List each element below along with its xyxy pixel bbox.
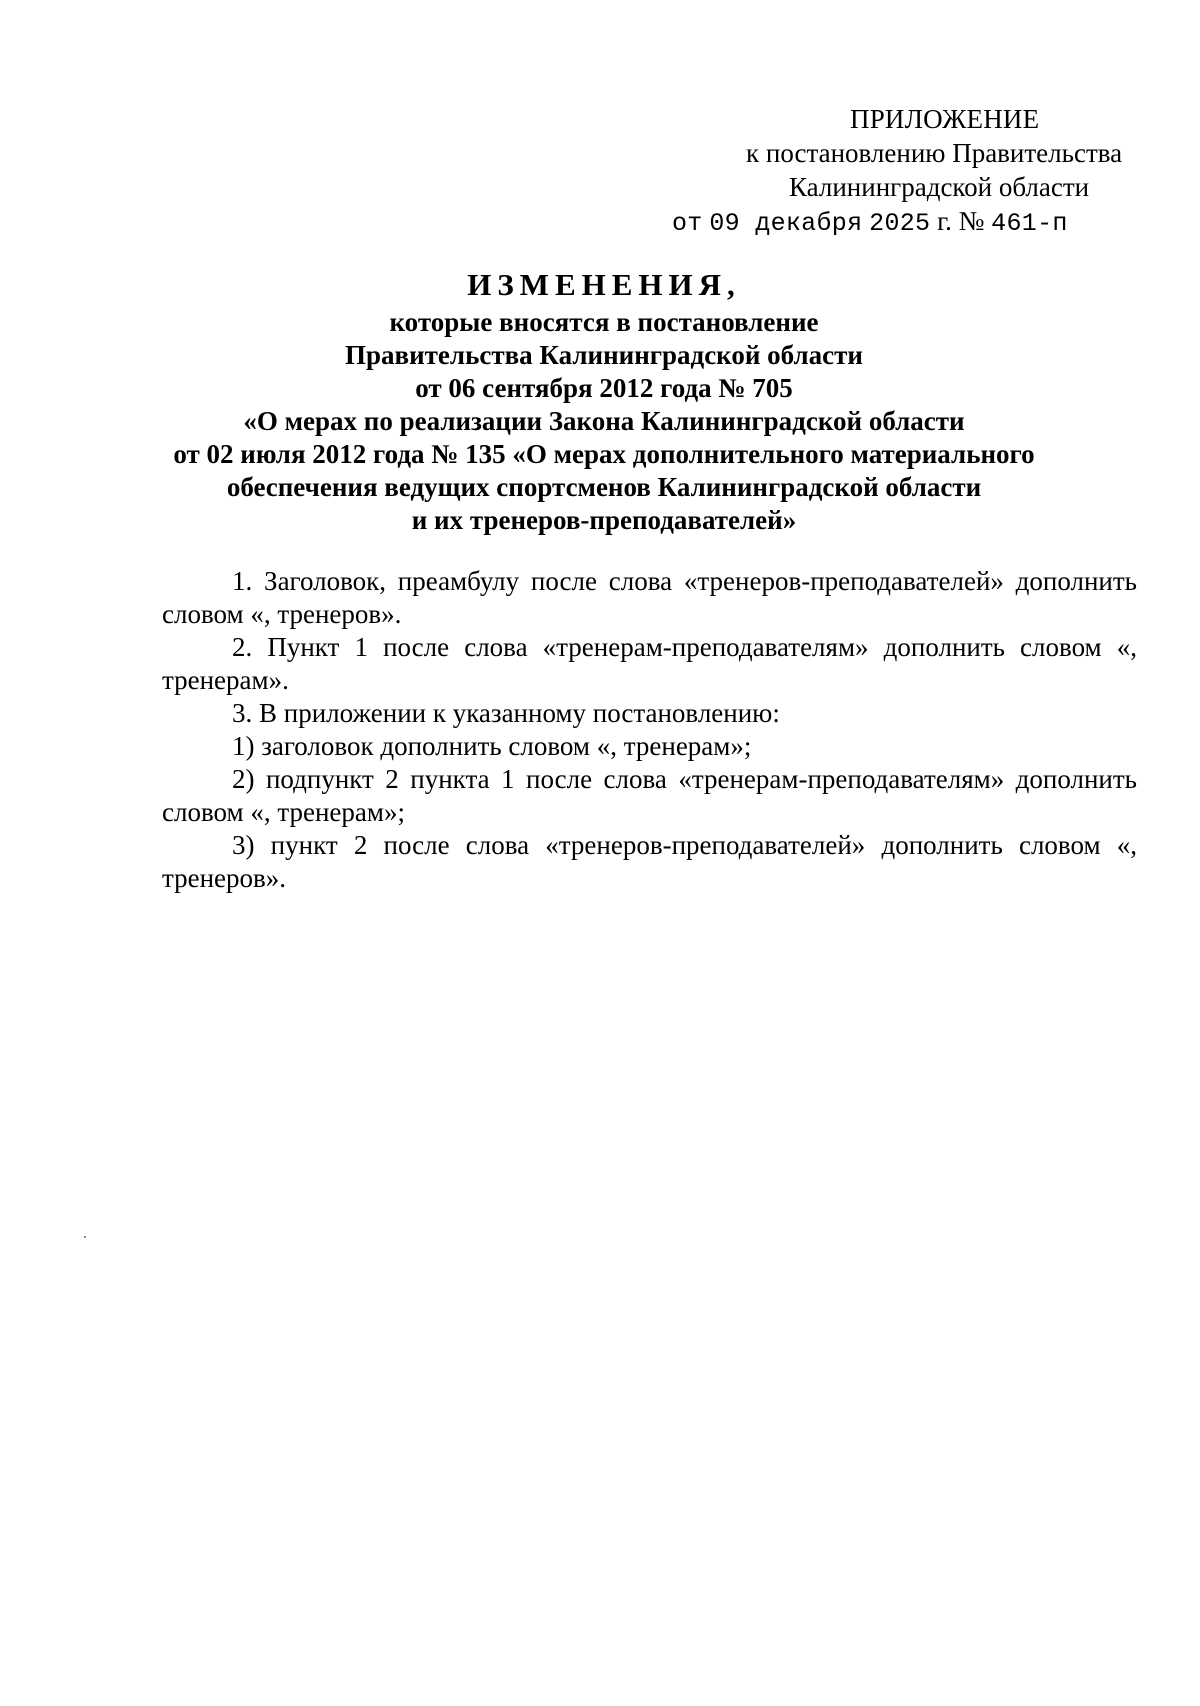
heading-main-word: ИЗМЕНЕНИЯ, <box>467 267 741 302</box>
heading-line: «О мерах по реализации Закона Калининградской области <box>243 406 965 436</box>
year-typed: 2025 <box>869 209 931 238</box>
heading-line: и их тренеров-преподавателей» <box>411 505 797 535</box>
body-subitem-1: 1) заголовок дополнить словом «, тренерам»; <box>232 731 752 761</box>
date-typed: 09 декабря <box>709 209 863 238</box>
body-item-1: 1. Заголовок, преамбулу после слова «тренеров-преподавателей» дополнить словом «, тренеров». <box>162 566 1137 629</box>
heading-line: обеспечения ведущих спортсменов Калининградской области <box>226 472 982 502</box>
attachment-date-line <box>662 204 1162 241</box>
body-item-3: 3. В приложении к указанному постановлению: <box>232 698 780 728</box>
body-subitem-3: 3) пункт 2 после слова «тренеров-преподавателей» дополнить словом «, тренеров». <box>162 830 1137 893</box>
date-prefix: от <box>672 209 703 238</box>
heading-line: от 02 июля 2012 года № 135 «О мерах дополнительного материального <box>173 439 1035 469</box>
attachment-block <box>662 102 1162 241</box>
body-subitem-2: 2) подпункт 2 пункта 1 после слова «тренерам-преподавателям» дополнить словом «, тренерам»; <box>162 764 1137 827</box>
document-body <box>162 565 1137 895</box>
heading-line: от 06 сентября 2012 года № 705 <box>415 373 793 403</box>
document-number: 461-п <box>991 209 1068 238</box>
attachment-title: ПРИЛОЖЕНИЕ <box>850 104 1040 134</box>
year-suffix: г. № <box>937 206 985 236</box>
attachment-line-region: Калининградской области <box>789 172 1090 202</box>
heading-line: которые вносятся в постановление <box>389 307 819 337</box>
document-heading <box>150 266 1058 537</box>
attachment-line-resolution: к постановлению Правительства <box>746 138 1123 168</box>
body-item-2: 2. Пункт 1 после слова «тренерам-преподавателям» дополнить словом «, тренерам». <box>162 632 1137 695</box>
heading-line: Правительства Калининградской области <box>345 340 863 370</box>
scan-speck <box>84 1236 86 1238</box>
